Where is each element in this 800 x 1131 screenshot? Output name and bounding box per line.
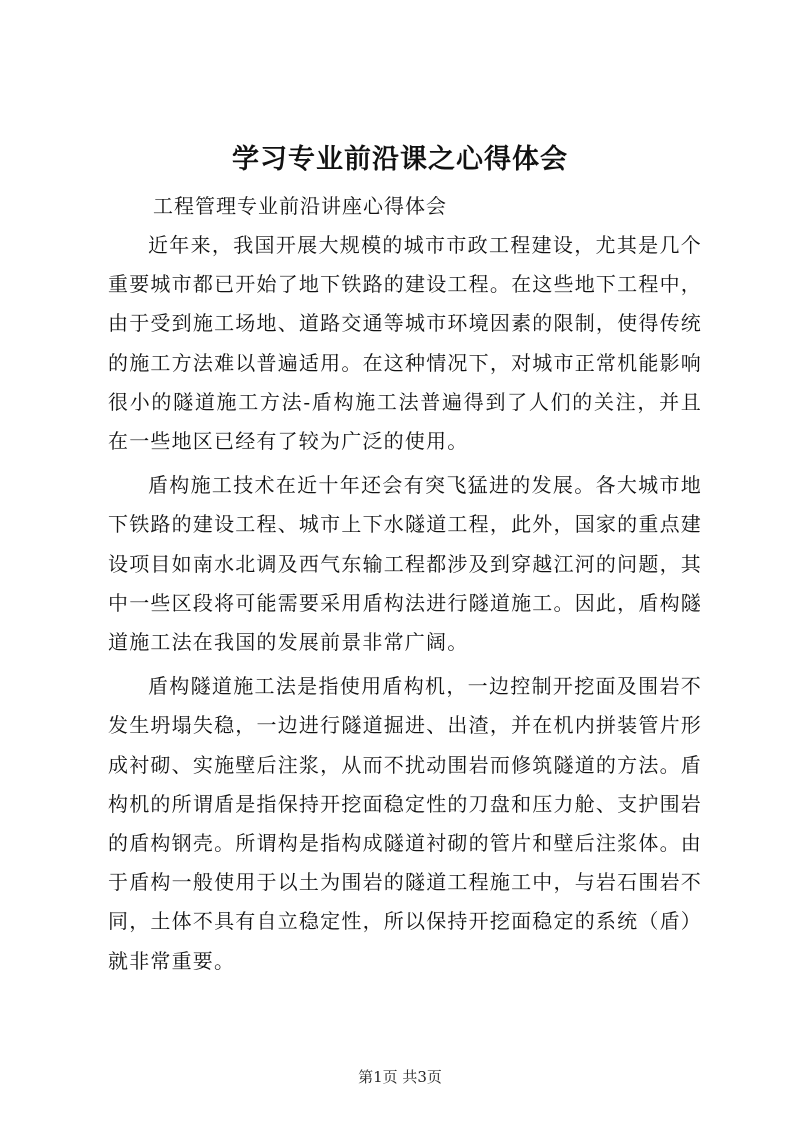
- page-title: 学习专业前沿课之心得体会: [232, 144, 568, 175]
- page-footer: 第1页 共3页: [358, 1068, 442, 1086]
- document-subtitle: 工程管理专业前沿讲座心得体会: [153, 194, 447, 218]
- document-body: [108, 187, 702, 981]
- paragraph-1: 近年来，我国开展大规模的城市市政工程建设，尤其是几个重要城市都已开始了地下铁路的建设工程。在这些地下工程中，由于受到施工场地、道路交通等城市环境因素的限制，使得传统的施工方法难以普遍适用。在这种情况下，对城市正常机能影响很小的隧道施工方法-盾构施工法普遍得到了人们的关注，并且在一些地区已经有了较为广泛的使用。: [108, 233, 702, 454]
- paragraph-3: 盾构隧道施工法是指使用盾构机，一边控制开挖面及围岩不发生坍塌失稳，一边进行隧道掘进、出渣，并在机内拼装管片形成衬砌、实施壁后注浆，从而不扰动围岩而修筑隧道的方法。盾构机的所谓盾是指保持开挖面稳定性的刀盘和压力舱、支护围岩的盾构钢壳。所谓构是指构成隧道衬砌的管片和壁后注浆体。由于盾构一般使用于以土为围岩的隧道工程施工中，与岩石围岩不同，土体不具有自立稳定性，所以保持开挖面稳定的系统（盾）就非常重要。: [108, 674, 702, 973]
- paragraph-2: 盾构施工技术在近十年还会有突飞猛进的发展。各大城市地下铁路的建设工程、城市上下水隧道工程，此外，国家的重点建设项目如南水北调及西气东输工程都涉及到穿越江河的问题，其中一些区段将可能需要采用盾构法进行隧道施工。因此，盾构隧道施工法在我国的发展前景非常广阔。: [108, 473, 702, 655]
